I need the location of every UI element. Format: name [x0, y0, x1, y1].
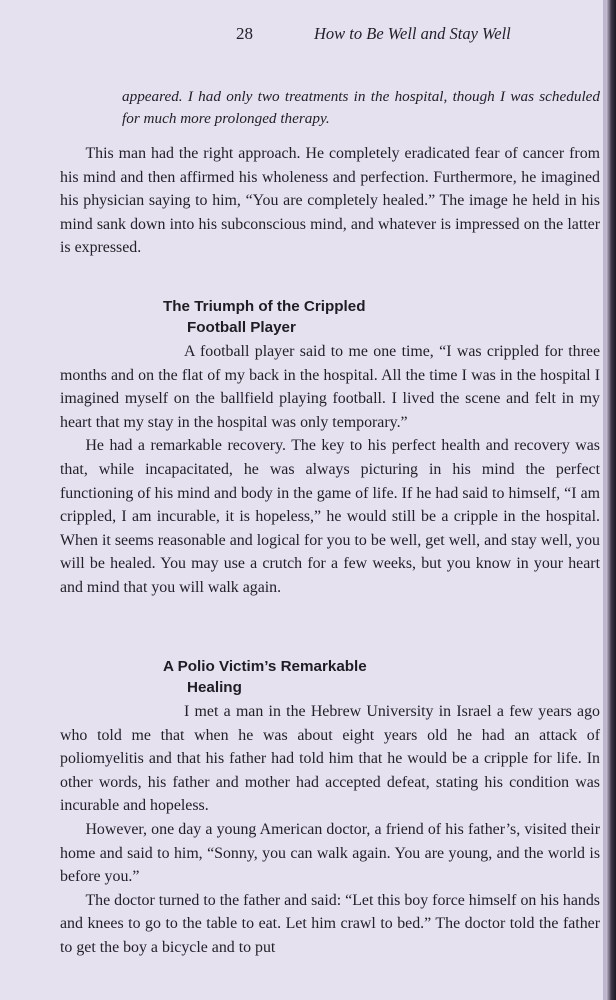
running-header: [0, 24, 616, 48]
heading-line: Healing: [187, 679, 242, 696]
heading-line: A Polio Victim’s Remarkable: [163, 658, 367, 675]
body-text-block-1: [60, 142, 600, 260]
italic-quote: [122, 86, 600, 129]
heading-line: Football Player: [187, 319, 296, 336]
page-number: 28: [236, 24, 253, 43]
paragraph: However, one day a young American doctor, a friend of his father’s, visited their home and said to him, “Sonny, you can walk again. You are young, and the world is before you.”: [60, 820, 600, 886]
quote-text: appeared. I had only two treatments in the hospital, though I was scheduled for much more prolonged therapy.: [122, 88, 600, 127]
paragraph: The doctor turned to the father and said: “Let this boy force himself on his hands and knees to go to the table to eat. Let him crawl to bed.” The doctor told the father to get the boy a bicycle and to put: [60, 891, 600, 956]
body-text-block-2: [60, 340, 600, 600]
paragraph: He had a remarkable recovery. The key to his perfect health and recovery was that, while incapacitated, he was always picturing in his mind the perfect functioning of his mind and body in the game of life. If he had said to himself, “I am crippled, I am incurable, it is hopeless,” he would still be a cripple in the hospital. When it seems reasonable and logical for you to be well, get well, and stay well, you will be healed. You may use a crutch for a few weeks, but you know in your heart and mind that you will walk again.: [60, 437, 600, 596]
paragraph: This man had the right approach. He completely eradicated fear of cancer from his mind and then affirmed his wholeness and perfection. Furthermore, he imagined his physician saying to him, “You are completely healed.” The image he held in his mind sank down into his subconscious mind, and whatever is impressed on the latter is expressed.: [60, 145, 600, 257]
paragraph: A football player said to me one time, “I was crippled for three months and on the flat of my back in the hospital. All the time I was in the hospital I imagined myself on the ballfield playing football. I lived the scene and felt in my heart that my stay in the hospital was only temporary.”: [60, 343, 600, 431]
section-heading-polio: [163, 656, 367, 698]
body-text-block-3: [60, 700, 600, 960]
page-binding-edge: [606, 0, 616, 1000]
heading-line: The Triumph of the Crippled: [163, 298, 366, 315]
section-heading-football: [163, 296, 366, 338]
running-title: How to Be Well and Stay Well: [314, 24, 511, 43]
paragraph: I met a man in the Hebrew University in Israel a few years ago who told me that when he was about eight years old he had an attack of poliomyelitis and that his father had told him that he would be a cripple for life. In other words, his father and mother had accepted defeat, stating his condition was incurable and hopeless.: [60, 703, 600, 815]
